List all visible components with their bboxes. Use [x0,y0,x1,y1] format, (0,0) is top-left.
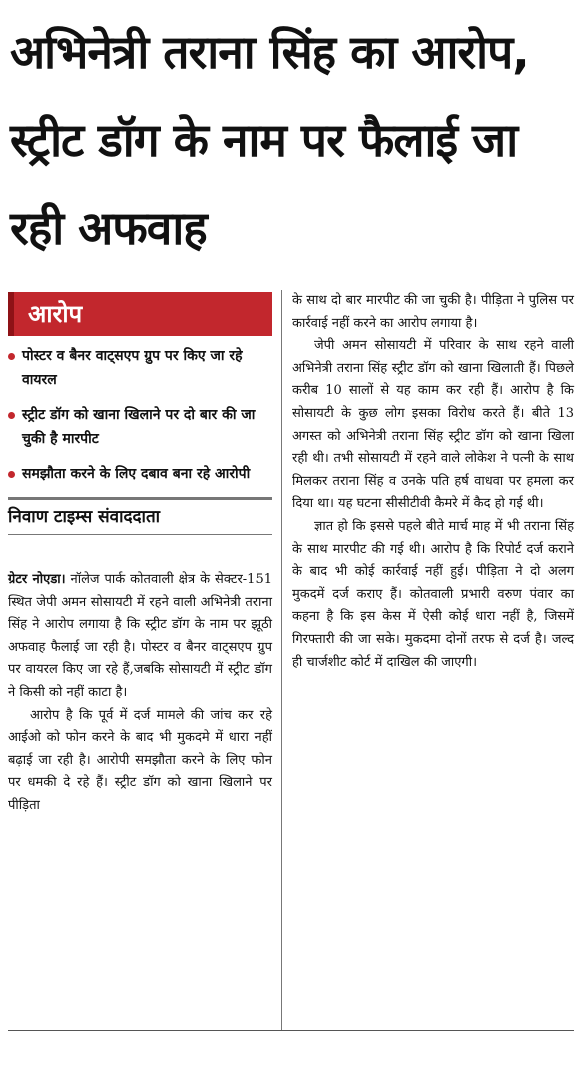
section-tag-stripe [8,292,14,336]
highlight-item [8,462,272,486]
divider-rule [8,534,272,535]
article-paragraph: जेपी अमन सोसायटी में परिवार के साथ रहने वाली अभिनेत्री तराना सिंह स्ट्रीट डॉग को खाना खिलाती हैं। पिछले करीब 10 सालों से यह काम कर रही हैं। आरोप है कि सोसायटी के कुछ लोग इसका विरोध करते हैं। बीते 13 अगस्त को अभिनेत्री तराना सिंह स्ट्रीट डॉग को खाना खिला रही थी। तभी सोसायटी में रहने वाले लोकेश ने पत्नी के साथ मिलकर तराना सिंह व उनके पति हर्ष वाधवा पर हमला कर दिया था। यह घटना सीसीटीवी कैमरे में कैद हो गई थी। [292,338,574,512]
highlights-list [8,344,272,486]
article-paragraph [8,569,272,705]
section-tag [8,292,272,336]
bullet-icon [8,412,15,419]
section-tag-label: आरोप [28,300,83,328]
headline: अभिनेत्री तराना सिंह का आरोप, स्ट्रीट डॉग के नाम पर फैलाई जा रही अफवाह [10,25,529,255]
highlight-item [8,403,272,451]
article-paragraph: के साथ दो बार मारपीट की जा चुकी है। पीड़िता ने पुलिस पर कार्रवाई नहीं करने का आरोप लगाया है। [292,293,574,331]
bullet-icon [8,353,15,360]
bullet-icon [8,471,15,478]
highlight-text: समझौता करने के लिए दबाव बना रहे आरोपी [22,466,251,482]
article-paragraph: ज्ञात हो कि इससे पहले बीते मार्च माह में भी तराना सिंह के साथ मारपीट की गई थी। आरोप है कि रिपोर्ट दर्ज कराने के बाद भी कोई कार्रवाई नहीं हुई। पीड़िता ने दो अलग मुकदमें दर्ज कराए हैं। कोतवाली प्रभारी वरुण पंवार का कहना है कि इस केस में ऐसी कोई धारा नहीं है, जिसमें गिरफ्तारी की जा सके। मुकदमा दोनों तरफ से दर्ज है। जल्द ही चार्जशीट कोर्ट में दाखिल की जाएगी। [292,518,574,670]
footer-rule [8,1030,574,1031]
paragraph-text: नॉलेज पार्क कोतवाली क्षेत्र के सेक्टर-151 स्थित जेपी अमन सोसायटी में रहने वाली अभिनेत्री तराना सिंह ने आरोप लगाया है कि स्ट्रीट डॉग के नाम पर झूठी अफवाह फैलाई जा रही है। पोस्टर व बैनर वाट्सएप ग्रुप पर वायरल किए जा रहे हैं,जबकि सोसायटी में स्ट्रीट डॉग ने किसी को नहीं काटा है। [8,572,272,700]
dateline: ग्रेटर नोएडा। [8,572,66,587]
highlight-text: स्ट्रीट डॉग को खाना खिलाने पर दो बार की जा चुकी है मारपीट [22,407,256,447]
highlight-item [8,344,272,392]
left-column [8,292,272,818]
byline: निवाण टाइम्स संवाददाता [8,507,161,527]
right-column [292,290,574,674]
article-paragraph: आरोप है कि पूर्व में दर्ज मामले की जांच कर रहे आईओ को फोन करने के बाद भी मुकदमे में धारा नहीं बढ़ाई जा रही है। आरोपी समझौता करने के लिए फोन पर धमकी दे रहे हैं। स्ट्रीट डॉग को खाना खिलाने पर पीड़िता [8,707,272,813]
column-divider [281,290,282,1030]
highlight-text: पोस्टर व बैनर वाट्सएप ग्रुप पर किए जा रहे वायरल [22,348,243,388]
